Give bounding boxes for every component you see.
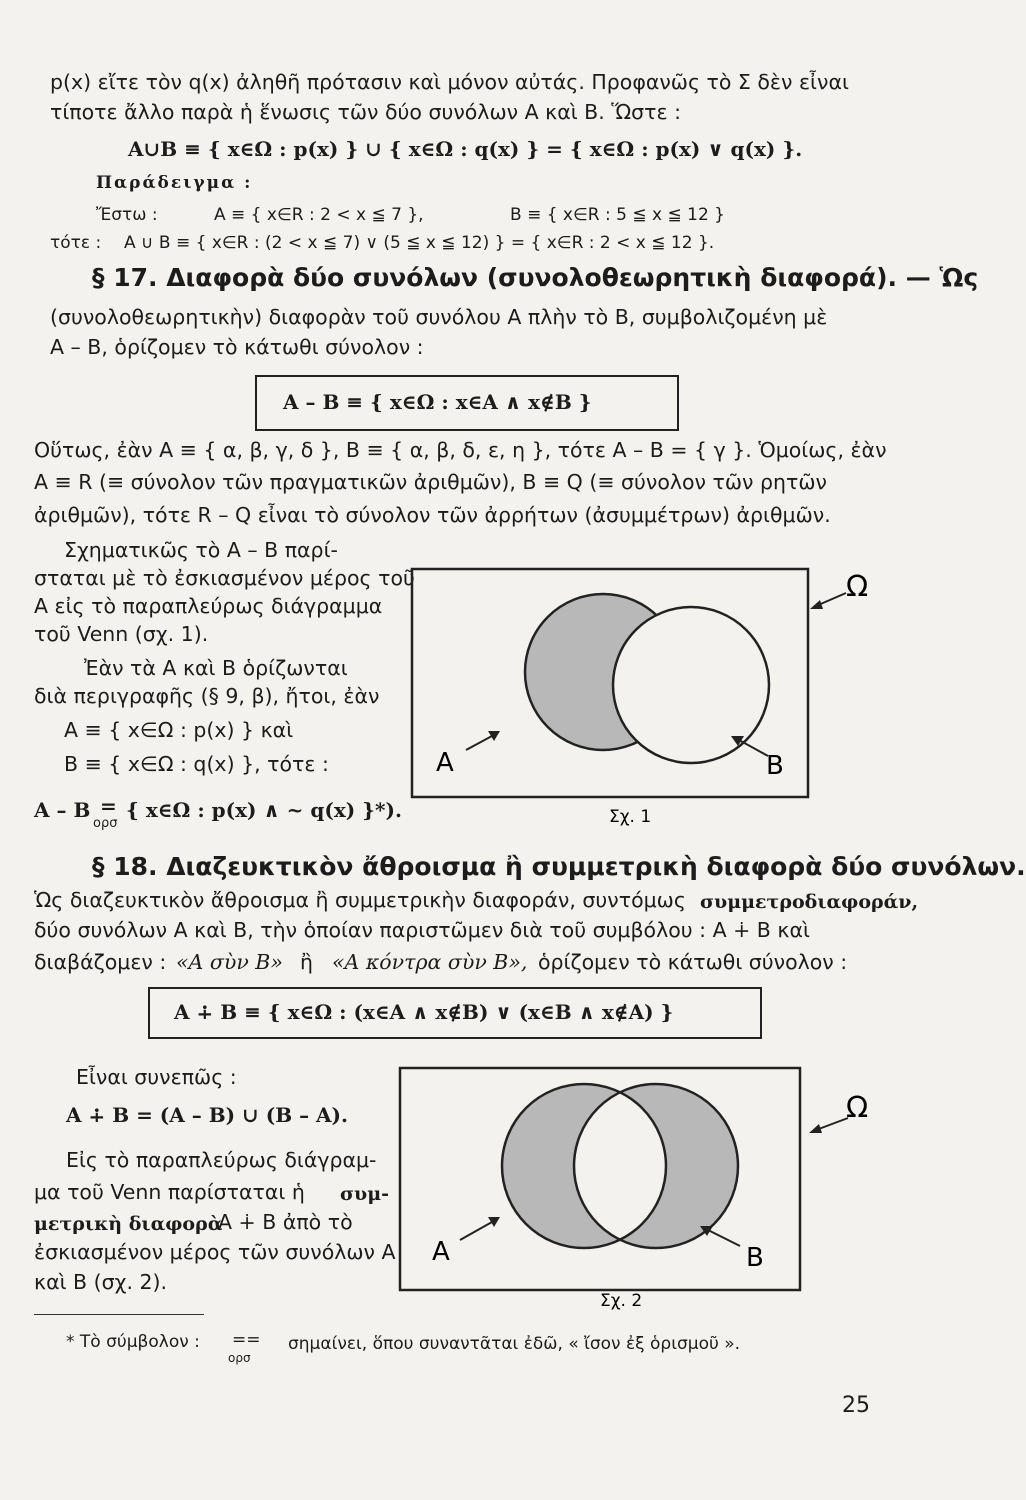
footnote-text: σημαίνει, ὅπου συναντᾶται ἐδῶ, « ἴσον ἐξ ὁρισμοῦ ». (288, 1334, 741, 1354)
set-a-label: A (432, 1237, 450, 1267)
text-line: ἐσκιασμένον μέρος τῶν συνόλων Α (34, 1240, 396, 1264)
example-line: Ἔστω : (96, 205, 158, 225)
term-bold: συμ- (340, 1183, 389, 1205)
example-line: τότε : (50, 233, 102, 253)
a-arrow (460, 1222, 492, 1240)
text-italic: «Α κόντρα σὺν Β», (332, 950, 528, 974)
text-line: Ὡς διαζευκτικὸν ἄθροισμα ἢ συμμετρικὴν διαφοράν, συντόμως (34, 888, 686, 912)
term-bold: συμμετροδιαφοράν, (700, 891, 919, 913)
a-arrow (466, 736, 492, 750)
example-line: A ∪ B ≡ { x∈R : (2 < x ≦ 7) ∨ (5 ≦ x ≦ 12) } = { x∈R : 2 < x ≦ 12 }. (124, 233, 715, 253)
section-heading-18: § 18. Διαζευκτικὸν ἄθροισμα ἢ συμμετρικὴ διαφορὰ δύο συνόλων. (92, 852, 1026, 881)
text-line: Α εἰς τὸ παραπλεύρως διάγραμμα (34, 594, 383, 618)
set-b-label: B (746, 1243, 764, 1273)
example-label: Παράδειγμα : (96, 173, 253, 193)
formula-eq-sub: ορσ (93, 816, 118, 831)
text-line: ὁρίζομεν τὸ κάτωθι σύνολον : (538, 950, 848, 974)
text-italic: «Α σὺν Β» (176, 950, 283, 974)
formula-difference: A – B (34, 798, 91, 822)
omega-label: Ω (846, 1090, 869, 1124)
venn-diagram-1 (408, 560, 898, 836)
text-line: Σχηματικῶς τὸ Α – Β παρί- (64, 538, 338, 562)
text-line: Εἰς τὸ παραπλεύρως διάγραμ- (66, 1148, 377, 1172)
formula-difference: { x∈Ω : p(x) ∧ ~ q(x) }*). (126, 798, 402, 822)
set-a-label: A (436, 748, 454, 778)
text-line: καὶ Β (σχ. 2). (34, 1270, 168, 1294)
formula-eq: = (100, 794, 117, 818)
text-line: (συνολοθεωρητικὴν) διαφορὰν τοῦ συνόλου Α πλὴν τὸ Β, συμβολιζομένη μὲ (50, 305, 828, 329)
formula-symmetric: A ∔ B = (A – B) ∪ (B – A). (66, 1103, 348, 1127)
text-line: τοῦ Venn (σχ. 1). (34, 622, 209, 646)
text-line: Ἐὰν τὰ Α καὶ Β ὁρίζωνται (84, 656, 348, 680)
text-line: Εἶναι συνεπῶς : (76, 1065, 237, 1089)
set-b-label: B (766, 751, 784, 781)
definition-formula: A – B ≡ { x∈Ω : x∈A ∧ x∉B } (283, 390, 592, 414)
text-line: μα τοῦ Venn παρίσταται ἡ (34, 1180, 305, 1204)
venn-diagram-2 (396, 1062, 898, 1320)
text-line: Α ≡ { x∈Ω : p(x) } καὶ (64, 718, 294, 742)
definition-formula: A ∔ B ≡ { x∈Ω : (x∈A ∧ x∉B) ∨ (x∈B ∧ x∉A) } (174, 1000, 674, 1024)
text-line: τίποτε ἄλλο παρὰ ἡ ἕνωσις τῶν δύο συνόλων Α καὶ Β. Ὥστε : (50, 100, 682, 124)
page-number: 25 (842, 1393, 870, 1418)
b-arrow (708, 1230, 740, 1246)
text-line: ἢ (300, 950, 313, 974)
b-arrow (739, 740, 768, 756)
text-line: ἀριθμῶν), τότε R – Q εἶναι τὸ σύνολον τῶν ἀρρήτων (ἀσυμμέτρων) ἀριθμῶν. (34, 503, 831, 527)
omega-label: Ω (846, 569, 869, 603)
text-line: Α ≡ R (≡ σύνολον τῶν πραγματικῶν ἀριθμῶν), Β ≡ Q (≡ σύνολον τῶν ρητῶν (34, 470, 827, 494)
text-line: δύο συνόλων Α καὶ Β, τὴν ὁποίαν παριστῶμεν διὰ τοῦ συμβόλου : Α ∔ Β καὶ (34, 918, 810, 942)
footnote-symbol-sub: ορσ (228, 1351, 251, 1365)
footnote-symbol: == (232, 1330, 261, 1350)
example-line: B ≡ { x∈R : 5 ≦ x ≦ 12 } (510, 205, 725, 225)
example-line: A ≡ { x∈R : 2 < x ≦ 7 }, (214, 205, 424, 225)
text-line: Α ∔ Β ἀπὸ τὸ (218, 1210, 353, 1234)
section-heading-17: § 17. Διαφορὰ δύο συνόλων (συνολοθεωρητικὴ διαφορά). — Ὡς (92, 263, 979, 292)
text-line: διὰ περιγραφῆς (§ 9, β), ἤτοι, ἐὰν (34, 684, 380, 708)
set-b-circle (613, 607, 769, 763)
definition-box (148, 987, 762, 1039)
definition-box (255, 375, 679, 431)
figure-caption: Σχ. 1 (609, 807, 652, 827)
text-line: Β ≡ { x∈Ω : q(x) }, τότε : (64, 752, 329, 776)
formula-union: A∪B ≡ { x∈Ω : p(x) } ∪ { x∈Ω : q(x) } = { x∈Ω : p(x) ∨ q(x) }. (128, 137, 803, 161)
omega-arrow (816, 1118, 848, 1130)
footnote-text: * Τὸ σύμβολον : (66, 1332, 200, 1352)
footnote-rule (34, 1314, 204, 1315)
text-line: διαβάζομεν : (34, 950, 167, 974)
text-line: Οὕτως, ἐὰν Α ≡ { α, β, γ, δ }, Β ≡ { α, β, δ, ε, η }, τότε Α – Β = { γ }. Ὁμοίως, ἐὰν (34, 438, 887, 462)
text-line: σταται μὲ τὸ ἐσκιασμένον μέρος τοῦ (34, 566, 415, 590)
text-line: p(x) εἴτε τὸν q(x) ἀληθῆ πρότασιν καὶ μόνον αὐτάς. Προφανῶς τὸ Σ δὲν εἶναι (50, 70, 849, 94)
figure-caption: Σχ. 2 (600, 1291, 643, 1311)
term-bold: μετρικὴ διαφορὰ (34, 1213, 223, 1235)
text-line: Α – Β, ὁρίζομεν τὸ κάτωθι σύνολον : (50, 335, 424, 359)
